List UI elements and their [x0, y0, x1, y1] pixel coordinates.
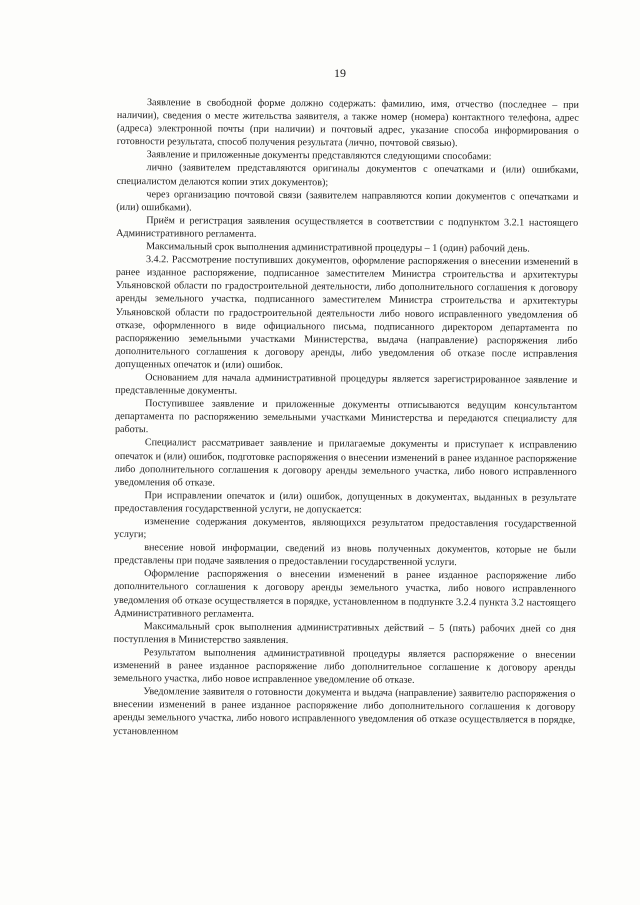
paragraph-12: изменение содержания документов, являющихся результатом предоставления государственной услуги; — [114, 516, 577, 541]
paragraph-7: 3.4.2. Рассмотрение поступивших документов, оформление распоряжения о внесении изменений в ранее изданное распоряжение, подписанное заместителем Министра строительства и архитектуры Ульяновской области по градостроительной деятельности, либо дополнительного соглашения к договору аренды земельного участка, подписанного заместителем Министра строительства и архитектуры Ульяновской области по градостроительной деятельности либо нового исправленного уведомления об отказе, оформленного в виде официального письма, подписанного директором департамента по распоряжению земельными участками Министерства, выдача (направление) распоряжения либо дополнительного соглашения к договору аренды, либо уведомления об отказе после исправления допущенных опечаток и (или) ошибок. — [115, 254, 579, 371]
paragraph-2: Заявление и приложенные документы представляются следующими способами: — [146, 149, 492, 163]
paragraph-4: через организацию почтовой связи (заявителем направляются копии документов с опечатками и (или) ошибками). — [116, 188, 579, 214]
paragraph-16: Результатом выполнения административной процедуры является распоряжение о внесении изменений в ранее изданное распоряжение либо дополнительное соглашение к договору аренды земельного участка, либо новое исправленное уведомление об отказе. — [113, 647, 576, 686]
paragraph-17: Уведомление заявителя о готовности документа и выдача (направление) заявителю распоряжения о внесении изменений в ранее изданное распоряжение либо дополнительного соглашения к договору аренды земельного участка, либо нового исправленного уведомления об отказе осуществляется в порядке, установленном — [113, 686, 576, 737]
document-body — [113, 96, 579, 740]
paragraph-3: лично (заявителем представляются оригиналы документов с опечатками и (или) ошибками, специалистом делаются копии этих документов); — [116, 162, 579, 188]
paragraph-11: При исправлении опечаток и (или) ошибок, допущенных в документах, выданных в результате предоставления государственной услуги, не допускается: — [114, 489, 577, 516]
paragraph-15: Максимальный срок выполнения административных действий – 5 (пять) рабочих дней со дня поступления в Министерство заявления. — [113, 620, 576, 646]
paragraph-9: Поступившее заявление и приложенные документы отписываются ведущим консультантом департамента по распоряжению земельными участками Министерства и передаются специалисту для работы. — [114, 398, 578, 436]
paragraph-13: внесение новой информации, сведений из вновь полученных документов, которые не были представлены при подаче заявления о предоставлении государственной услуги. — [114, 542, 577, 569]
paragraph-1: Заявление в свободной форме должно содержать: фамилию, имя, отчество (последнее – при наличии), сведения о месте жительства заявителя, а также номер (номера) контактного телефона, адрес (адреса) электронной почты (при наличии) и почтовый адрес, указание способа информирования о готовности результата, способ получения результата (лично, почтовой связью). — [116, 97, 579, 150]
paragraph-10: Специалист рассматривает заявление и прилагаемые документы и приступает к исправлению опечаток и (или) ошибок, подготовке распоряжения о внесении изменений в ранее изданное распоряжение либо дополнительного соглашения к договору аренды земельного участка, либо нового исправленного уведомления об отказе. — [114, 437, 577, 489]
page-number: 19 — [334, 66, 346, 80]
paragraph-8: Основанием для начала административной процедуры является зарегистрированное заявление и представленные документы. — [115, 372, 578, 397]
paragraph-14: Оформление распоряжения о внесении изменений в ранее изданное распоряжение либо дополнительного соглашения к договору аренды земельного участка, либо нового исправленного уведомления об отказе осуществляется в порядке, установленном в подпункте 3.2.4 пункта 3.2 настоящего Административного регламента. — [113, 568, 577, 620]
paragraph-5: Приём и регистрация заявления осуществляется в соответствии с подпунктом 3.2.1 настоящего Административного регламента. — [116, 215, 579, 240]
paragraph-6: Максимальный срок выполнения административной процедуры – 1 (один) рабочий день. — [146, 241, 530, 255]
